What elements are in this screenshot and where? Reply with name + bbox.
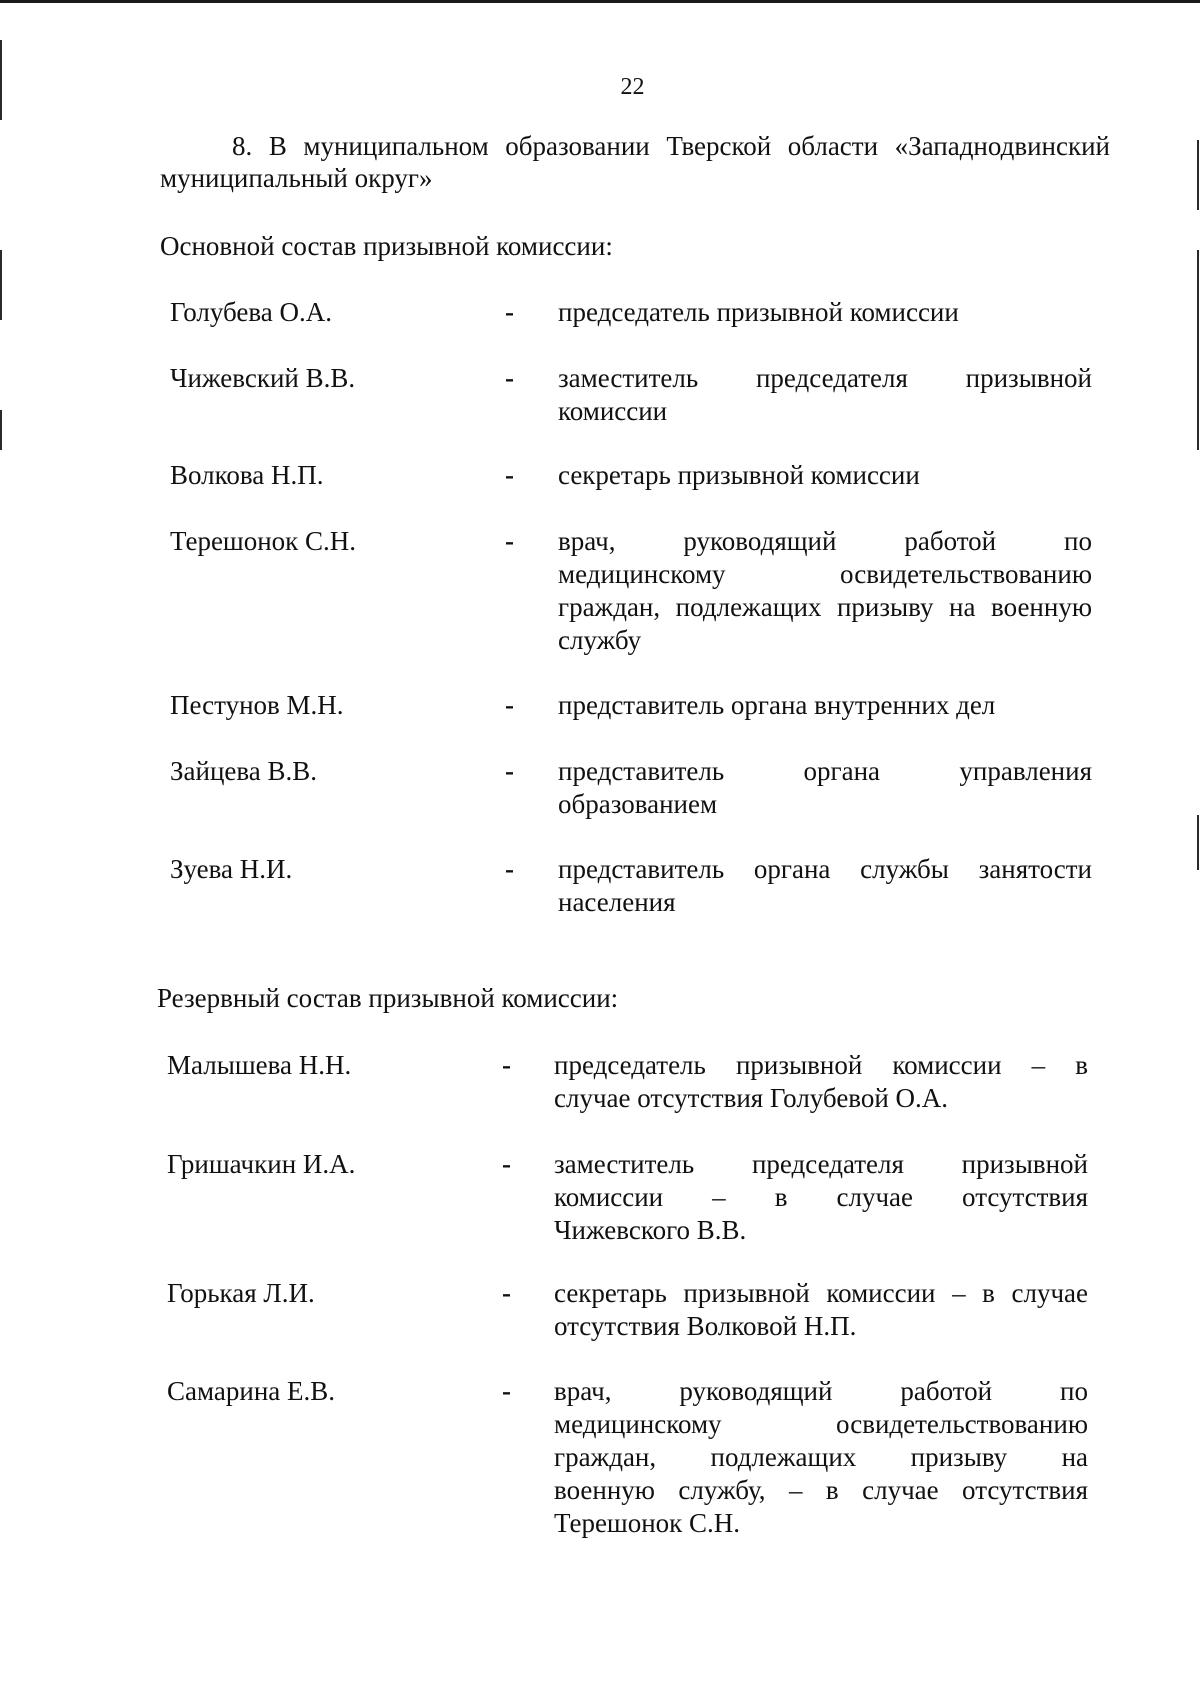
scan-right-mark bbox=[1197, 815, 1199, 870]
member-role bbox=[554, 1049, 1088, 1115]
member-name: Малышева Н.Н. bbox=[167, 1050, 352, 1080]
scan-left-mark bbox=[0, 250, 2, 320]
member-role bbox=[558, 459, 1092, 492]
member-role-line: медицинскому освидетельствованию bbox=[554, 1409, 1088, 1439]
member-role-line: представитель органа службы занятости bbox=[558, 854, 1092, 884]
member-name: Пестунов М.Н. bbox=[170, 690, 344, 720]
member-role-line: населения bbox=[558, 887, 676, 917]
member-dash: - bbox=[505, 460, 514, 490]
member-role-line: образованием bbox=[558, 789, 718, 819]
member-name: Зайцева В.В. bbox=[170, 756, 318, 786]
member-role-line: граждан, подлежащих призыву на bbox=[554, 1442, 1088, 1472]
member-name: Зуева Н.И. bbox=[170, 854, 293, 884]
member-dash: - bbox=[502, 1376, 511, 1406]
member-name: Голубева О.А. bbox=[170, 297, 332, 327]
member-role bbox=[554, 1375, 1088, 1540]
member-role bbox=[558, 853, 1092, 919]
scan-top-edge bbox=[0, 0, 1200, 3]
member-role-line: граждан, подлежащих призыву на военную bbox=[558, 592, 1092, 622]
member-name: Гришачкин И.А. bbox=[167, 1149, 356, 1179]
member-dash: - bbox=[505, 363, 514, 393]
member-dash: - bbox=[505, 690, 514, 720]
member-role-line: врач, руководящий работой по bbox=[554, 1376, 1088, 1406]
member-dash: - bbox=[505, 526, 514, 556]
member-role bbox=[558, 362, 1092, 428]
member-role-line: комиссии – в случае отсутствия bbox=[554, 1182, 1088, 1212]
member-dash: - bbox=[502, 1050, 511, 1080]
member-dash: - bbox=[505, 854, 514, 884]
member-role bbox=[554, 1148, 1088, 1247]
member-role bbox=[554, 1277, 1088, 1343]
member-dash: - bbox=[502, 1149, 511, 1179]
member-name: Волкова Н.П. bbox=[170, 460, 324, 490]
member-role-line: медицинскому освидетельствованию bbox=[558, 559, 1092, 589]
page-number: 22 bbox=[620, 74, 645, 100]
member-dash: - bbox=[502, 1278, 511, 1308]
member-name: Горькая Л.И. bbox=[167, 1278, 315, 1308]
member-name: Чижевский В.В. bbox=[170, 363, 356, 393]
reserve-section-title: Резервный состав призывной комиссии: bbox=[157, 983, 619, 1013]
member-role-line: председатель призывной комиссии bbox=[558, 297, 959, 327]
member-role-line: комиссии bbox=[558, 396, 668, 426]
scan-right-mark bbox=[1197, 250, 1199, 450]
member-role-line: заместитель председателя призывной bbox=[558, 363, 1092, 393]
member-role-line: представитель органа управления bbox=[558, 756, 1092, 786]
member-role-line: заместитель председателя призывной bbox=[554, 1149, 1088, 1179]
member-role-line: председатель призывной комиссии – в bbox=[554, 1050, 1088, 1080]
main-section-title: Основной состав призывной комиссии: bbox=[160, 231, 613, 261]
member-role-line: представитель органа внутренних дел bbox=[558, 690, 996, 720]
member-dash: - bbox=[505, 297, 514, 327]
member-dash: - bbox=[505, 756, 514, 786]
member-role bbox=[558, 689, 1092, 722]
member-role-line: службу bbox=[558, 625, 642, 655]
member-name: Терешонок С.Н. bbox=[170, 526, 357, 556]
member-role-line: Терешонок С.Н. bbox=[554, 1508, 741, 1538]
scan-left-mark bbox=[0, 410, 2, 450]
document-heading: 8. В муниципальном образовании Тверской области «Западнодвинский муниципальный округ» bbox=[160, 131, 1110, 193]
member-role-line: Чижевского В.В. bbox=[554, 1215, 747, 1245]
member-role-line: отсутствия Волковой Н.П. bbox=[554, 1311, 857, 1341]
member-role-line: секретарь призывной комиссии bbox=[558, 460, 920, 490]
member-role-line: секретарь призывной комиссии – в случае bbox=[554, 1278, 1088, 1308]
member-role-line: военную службу, – в случае отсутствия bbox=[554, 1475, 1088, 1505]
member-role-line: случае отсутствия Голубевой О.А. bbox=[554, 1083, 949, 1113]
scan-right-mark bbox=[1197, 140, 1199, 210]
member-name: Самарина Е.В. bbox=[167, 1376, 336, 1406]
member-role bbox=[558, 525, 1092, 657]
member-role-line: врач, руководящий работой по bbox=[558, 526, 1092, 556]
member-role bbox=[558, 296, 1092, 329]
member-role bbox=[558, 755, 1092, 821]
